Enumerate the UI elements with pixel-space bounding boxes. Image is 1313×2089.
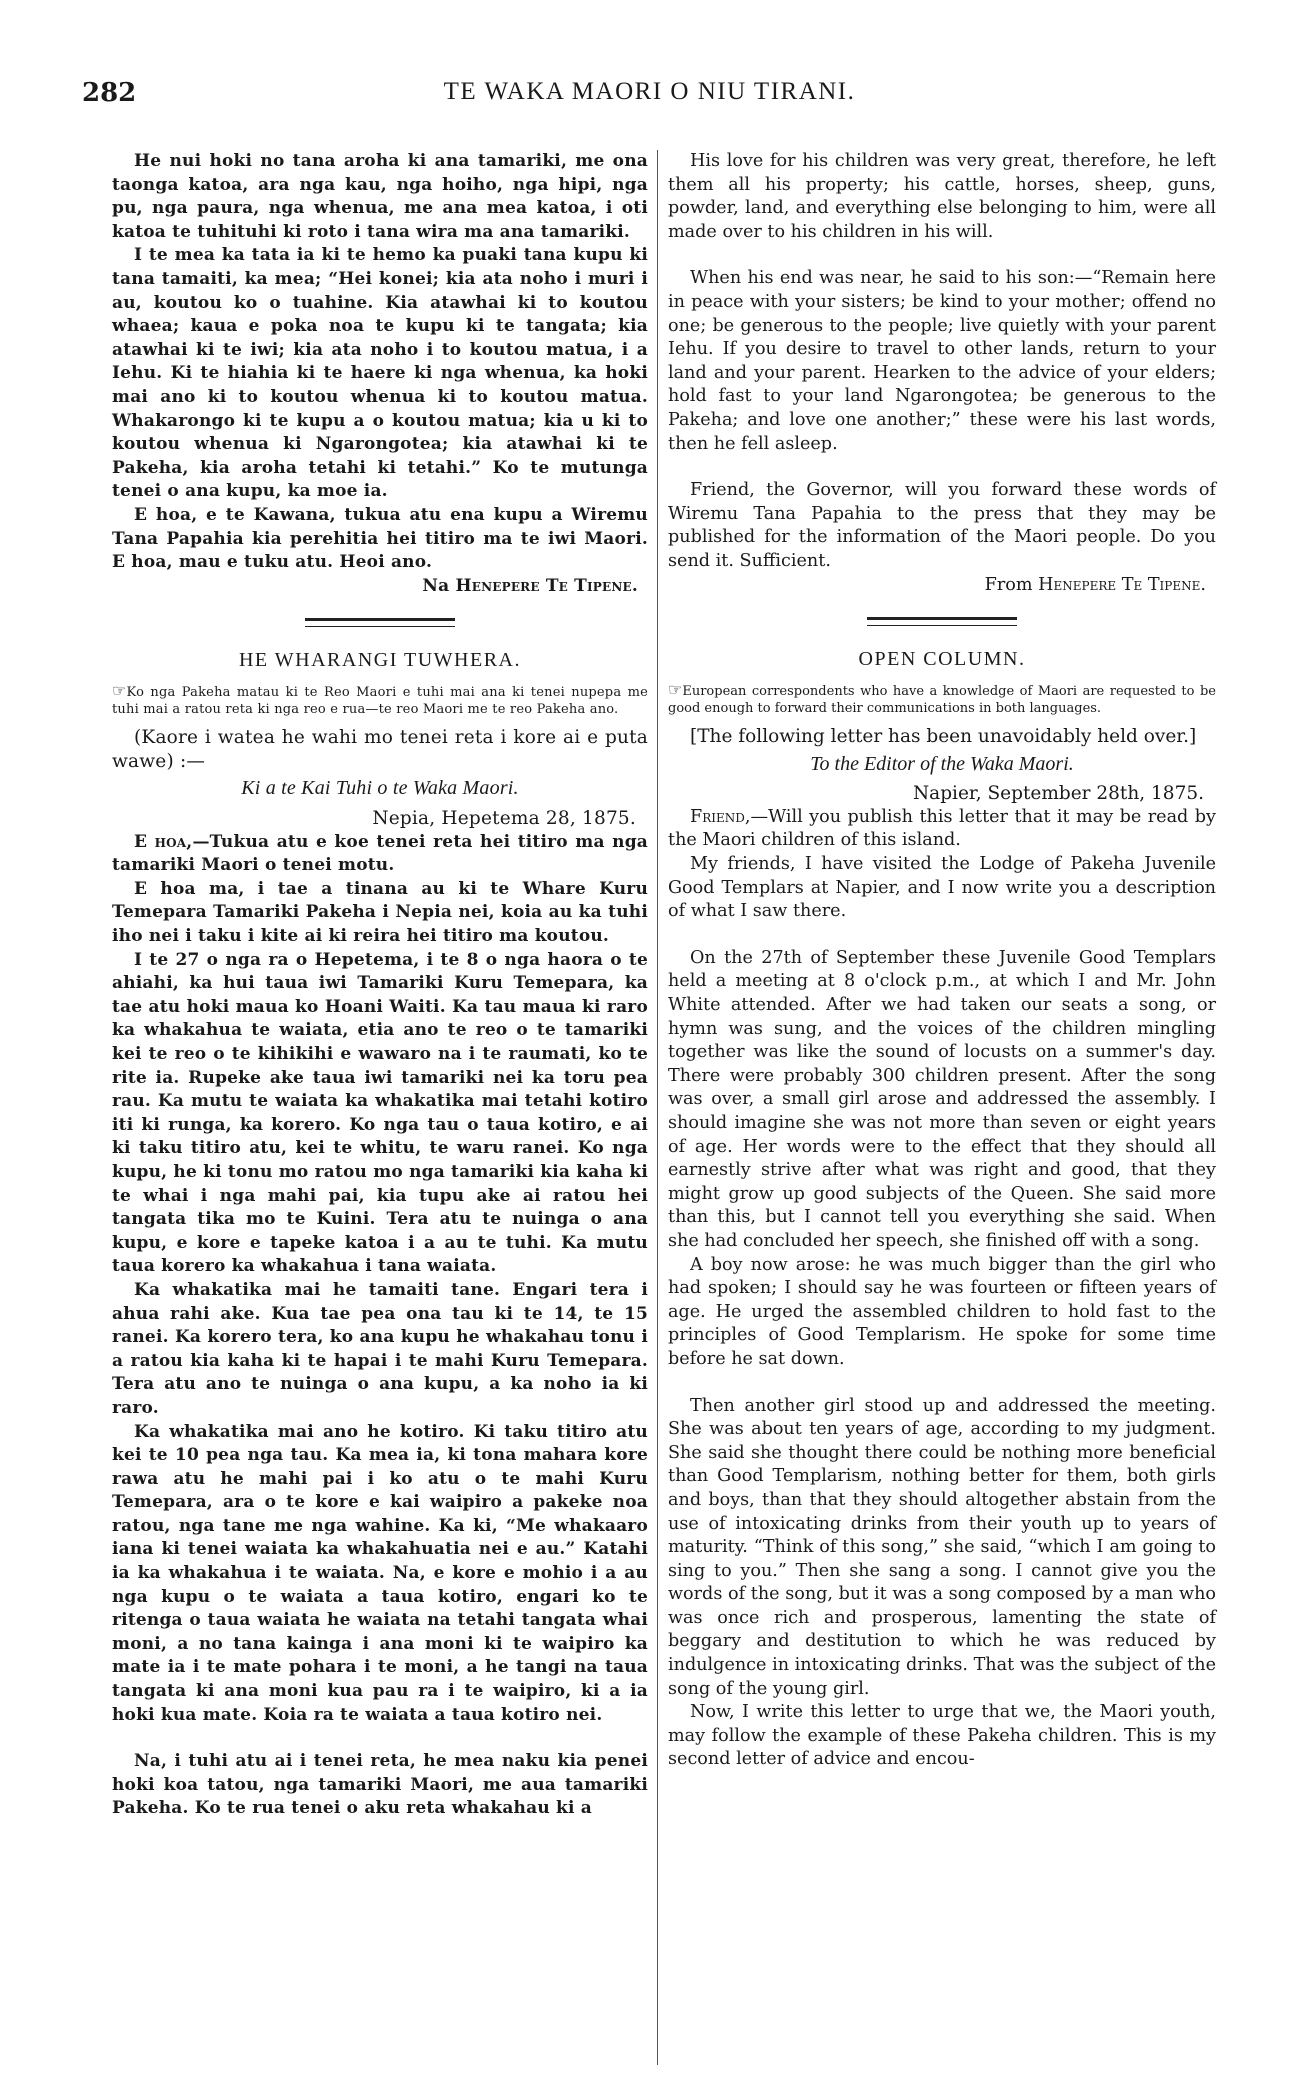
- paragraph: Na, i tuhi atu ai i tenei reta, he mea naku kia penei hoki koa tatou, nga tamariki Maori, me aua tamariki Pakeha. Ko te rua tenei o aku reta whakahau ki a: [112, 1751, 648, 1819]
- section-divider: [305, 618, 455, 627]
- pointing-hand-icon: ☞: [112, 681, 127, 701]
- letter-intro: [The following letter has been unavoidably held over.]: [690, 726, 1197, 748]
- right-column-english: [668, 150, 1216, 1772]
- signature: From Henepere Te Tipene.: [984, 574, 1206, 595]
- letter-addressee: To the Editor of the Waka Maori.: [810, 752, 1074, 775]
- section-divider: [867, 617, 1017, 626]
- paragraph: When his end was near, he said to his son:—“Remain here in peace with your sisters; be kind to your mother; offend no one; be generous to the people; live quietly with your parent Iehu. If you desire to travel to other lands, return to your land and your parent. Hearken to the advice of your elders; hold fast to your land Ngarongotea; be generous to the Pakeha; and love one another;” these were his last words, then he fell asleep.: [668, 268, 1216, 454]
- letter-addressee: Ki a te Kai Tuhi o te Waka Maori.: [241, 777, 519, 800]
- section-heading: HE WHARANGI TUWHERA.: [238, 649, 521, 672]
- editor-note: ☞Ko nga Pakeha matau ki te Reo Maori e tuhi mai ana ki tenei nupepa me tuhi mai a ratou reta ki nga reo e rua—te reo Maori me te reo Pakeha ano.: [112, 681, 648, 718]
- letter-intro: (Kaore i watea he wahi mo tenei reta i kore ai e puta wawe) :—: [112, 727, 648, 772]
- paragraph: My friends, I have visited the Lodge of Pakeha Juvenile Good Templars at Napier, and I now write you a description of what I saw there.: [668, 854, 1216, 922]
- paragraph: Then another girl stood up and addressed the meeting. She was about ten years of age, according to my judgment. She said she thought there could be nothing more beneficial than Good Templarism, nothing better for them, both girls and boys, than that they should altogether abstain from the use of intoxicating drinks from their youth up to years of maturity. “Think of this song,” she said, “which I am going to sing to you.” Then she sang a song. I cannot give you the words of the song, but it was a song composed by a man who was once rich and prosperous, lamenting the state of beggary and destitution to which he was reduced by indulgence in intoxicating drinks. That was the subject of the song of the young girl.: [668, 1395, 1216, 1699]
- section-heading: OPEN COLUMN.: [858, 648, 1026, 671]
- editor-note: ☞European correspondents who have a knowledge of Maori are requested to be good enough to forward their communications in both languages.: [668, 680, 1216, 717]
- paragraph: Friend,—Will you publish this letter that it may be read by the Maori children of this island.: [668, 806, 1216, 851]
- paragraph: A boy now arose: he was much bigger than the girl who had spoken; I should say he was fourteen or fifteen years of age. He urged the assembled children to hold fast to the principles of Good Templarism. He spoke for some time before he sat down.: [668, 1254, 1216, 1369]
- paragraph: I te 27 o nga ra o Hepetema, i te 8 o nga haora o te ahiahi, ka hui taua iwi Tamariki Kuru Temepara, ka tae atu hoki maua ko Hoani Waiti. Ka tau maua ki raro ka whakahua te waiata, etia ano te reo o te tamariki kei te reo o te kihikihi e wawaro na i te raumati, ko te rite ia. Rupeke ake taua iwi tamariki nei ka toru pea rau. Ka mutu te waiata ka whakatika mai tetahi kotiro iti ki runga, ka korero. Ko nga tau o taua kotiro, e ai ki taku titiro atu, kei te whitu, te waru ranei. Ko nga kupu, he ki tonu mo ratou mo nga tamariki kia kaha ki te whai i nga mahi pai, kia tupu ake ai ratou hei tangata tika mo te Kuini. Tera atu te nuinga o ana kupu, e kore e tapeke katoa i a au te tuhi. Ka mutu taua korero ka whakahua i tana waiata.: [112, 949, 648, 1277]
- paragraph: His love for his children was very great, therefore, he left them all his property; his cattle, horses, sheep, guns, powder, land, and everything else belonging to him, were all made over to his children in his will.: [668, 151, 1216, 242]
- paragraph: On the 27th of September these Juvenile Good Templars held a meeting at 8 o'clock p.m., at which I and Mr. John White attended. After we had taken our seats a song, or hymn was sung, and the voices of the children mingling together was like the sound of locusts on a summer's day. There were probably 300 children present. After the song was over, a small girl arose and addressed the assembly. I should imagine she was not more than seven or eight years of age. Her words were to the effect that they should all earnestly strive after what was right and good, that they might grow up good subjects of the Queen. She said more than this, but I cannot tell you everything she said. When she had concluded her speech, she finished off with a song.: [668, 947, 1216, 1251]
- paragraph: He nui hoki no tana aroha ki ana tamariki, me ona taonga katoa, ara nga kau, nga hoiho, nga hipi, nga pu, nga paura, nga whenua, me ana mea katoa, i oti katoa te tuhituhi ki roto i tana wira ma ana tamariki.: [112, 151, 648, 242]
- page-header: [82, 78, 1217, 112]
- page-number: 282: [82, 78, 137, 108]
- pointing-hand-icon: ☞: [668, 680, 683, 700]
- paragraph: Friend, the Governor, will you forward these words of Wiremu Tana Papahia to the press that they may be published for the information of the Maori people. Do you send it. Sufficient.: [668, 480, 1216, 571]
- paragraph: E hoa,—Tukua atu e koe tenei reta hei titiro ma nga tamariki Maori o tenei motu.: [112, 831, 648, 876]
- paragraph: E hoa ma, i tae a tinana au ki te Whare Kuru Temepara Tamariki Pakeha i Nepia nei, koia au ka tuhi iho nei i taku i kite ai ki reira hei titiro ma koutou.: [112, 878, 648, 947]
- newspaper-title: TE WAKA MAORI O NIU TIRANI.: [443, 78, 856, 105]
- signature: Na Henepere Te Tipene.: [422, 575, 638, 596]
- paragraph: Now, I write this letter to urge that we, the Maori youth, may follow the example of these Pakeha children. This is my second letter of advice and encou-: [668, 1702, 1216, 1770]
- letter-dateline: Napier, September 28th, 1875.: [912, 783, 1204, 805]
- letter-dateline: Nepia, Hepetema 28, 1875.: [372, 808, 636, 830]
- left-column-maori: [112, 150, 648, 1821]
- paragraph: E hoa, e te Kawana, tukua atu ena kupu a Wiremu Tana Papahia kia perehitia hei titiro ma te iwi Maori. E hoa, mau e tuku atu. Heoi ano.: [112, 504, 648, 573]
- paragraph: I te mea ka tata ia ki te hemo ka puaki tana kupu ki tana tamaiti, ka mea; “Hei konei; kia ata noho i muri i au, koutou ko o tuahine. Kia atawhai ki to koutou whaea; kaua e poka noa te kupu ki te tangata; kia atawhai ki te iwi; kia ata noho i to koutou matua, i a Iehu. Ki te hiahia ki te haere ki nga whenua, ka hoki mai ano ki to koutou whenua ki to koutou matua. Whakarongo ki te kupu a o koutou matua; kia u ki to koutou whenua ki Ngarongotea; kia atawhai ki te Pakeha, kia aroha tetahi ki tetahi.” Ko te mutunga tenei o ana kupu, ka moe ia.: [112, 245, 648, 502]
- paragraph: Ka whakatika mai he tamaiti tane. Engari tera i ahua rahi ake. Kua tae pea ona tau ki te 14, te 15 ranei. Ka korero tera, ko ana kupu he whakahau tonu i a ratou kia kaha ki te hapai i te mahi Kuru Temepara. Tera atu ano te nuinga o ana kupu, a ka noho ia ki raro.: [112, 1279, 648, 1418]
- maori-article: [112, 150, 648, 598]
- english-article: [668, 150, 1216, 597]
- column-divider: [657, 150, 658, 2065]
- paragraph: Ka whakatika mai ano he kotiro. Ki taku titiro atu kei te 10 pea nga tau. Ka mea ia, ki tona mahara kore rawa atu he mahi pai i ko atu o te mahi Kuru Temepara, ara o te kore e kai waipiro a pakeke noa ratou, nga tane me nga wahine. Ka ki, “Me whakaaro iana ki tenei waiata ka whakahuatia nei e au.” Katahi ia ka whakahua i te waiata. Na, e kore e mohio i a au nga kupu o te waiata a taua kotiro, engari ko te ritenga o taua waiata he waiata na tetahi tangata whai moni, a no tana kainga i ana moni ki te waipiro ka mate ia i te mate pohara i te moni, a he tangi na taua tangata ki ana moni kua pau ra i te waipiro, ki a ia hoki kua mate. Koia ra te waiata a taua kotiro nei.: [112, 1421, 648, 1725]
